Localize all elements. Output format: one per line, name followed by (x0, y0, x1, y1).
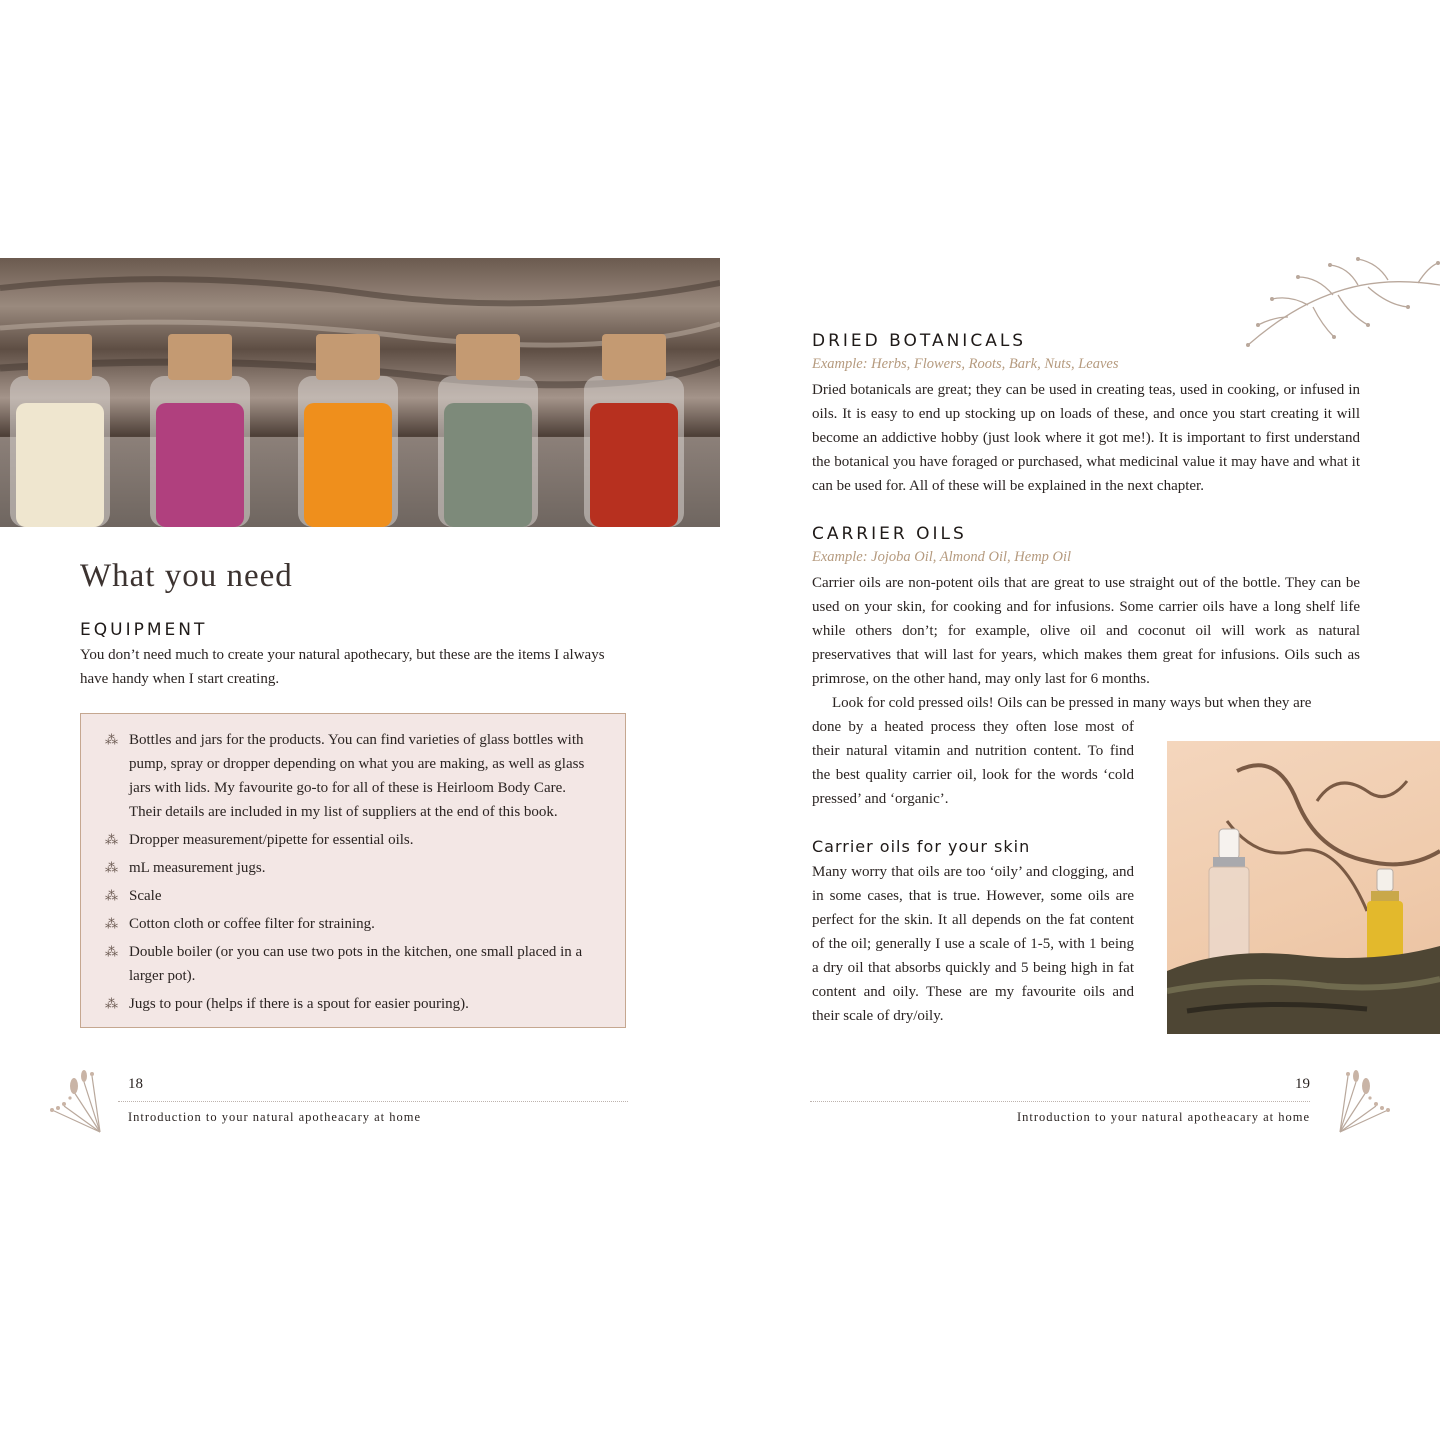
equipment-list (105, 728, 595, 1020)
list-item: ⁂ Bottles and jars for the products. You can find varieties of glass bottles with pump, spray or dropper depending on what you are making, as well as glass jars with lids. My favourite go-to for all of these is Heirloom Body Care. Their details are included in my list of suppliers at the end of this book. (105, 728, 595, 824)
dried-botanicals-example: Example: Herbs, Flowers, Roots, Bark, Nuts, Leaves (812, 356, 1119, 372)
carrier-oils-example: Example: Jojoba Oil, Almond Oil, Hemp Oil (812, 549, 1072, 565)
hero-photo-jars (0, 258, 720, 527)
sprig-bullet-icon: ⁂ (105, 888, 118, 903)
branch-illustration-icon (1238, 255, 1440, 355)
footer-rule-right (810, 1101, 1310, 1102)
page-number-left: 18 (128, 1076, 143, 1092)
list-item: ⁂ Jugs to pour (helps if there is a spout for easier pouring). (105, 992, 595, 1016)
equipment-intro: You don’t need much to create your natural apothecary, but these are the items I always have handy when I start creating. (80, 647, 605, 687)
equipment-list-box (80, 713, 626, 1028)
jar-5 (584, 334, 684, 527)
carrier-oils-body: Carrier oils are non-potent oils that are great to use straight out of the bottle. They can be used on your skin, for cooking and for infusions. Some carrier oils have a long shelf life while others don’t; for example, olive oil and coconut oil will work as natural preservatives that will last for years, which makes them great for infusions. Oils such as primrose, on the other hand, may only last for 6 months. (812, 575, 1360, 687)
list-item: ⁂ Cotton cloth or coffee filter for straining. (105, 912, 595, 936)
sprig-bullet-icon: ⁂ (105, 832, 118, 847)
serum-bottles-photo (1167, 741, 1440, 1034)
carrier-oils-body-2a: Look for cold pressed oils! Oils can be pressed in many ways but when they are (832, 695, 1312, 711)
carrier-oils-body-2b: done by a heated process they often lose most of their natural vitamin and nutrition content. To find the best quality carrier oil, look for the words ‘cold pressed’ and ‘organic’. (812, 719, 1134, 807)
sprig-bullet-icon: ⁂ (105, 732, 118, 747)
list-item: ⁂ mL measurement jugs. (105, 856, 595, 880)
footer-rule-left (118, 1101, 628, 1102)
running-footer-left: Introduction to your natural apotheacary at home (128, 1110, 422, 1124)
list-item: ⁂ Dropper measurement/pipette for essential oils. (105, 828, 595, 852)
herb-bouquet-icon (1330, 1062, 1396, 1134)
jar-4 (438, 334, 538, 527)
carrier-oils-heading: CARRIER OILS (812, 524, 967, 544)
page-title: What you need (80, 558, 293, 594)
dried-botanicals-body: Dried botanicals are great; they can be used in creating teas, used in cooking, or infused in oils. It is easy to end up stocking up on loads of these, and once you start creating it will become an addictive hobby (just look where it got me!). It is important to first understand the botanical you have foraged or purchased, what medicinal value it may have and what it can be used for. All of these will be explained in the next chapter. (812, 382, 1360, 494)
sprig-bullet-icon: ⁂ (105, 860, 118, 875)
page-number-right: 19 (1295, 1076, 1310, 1092)
skin-oils-body: Many worry that oils are too ‘oily’ and clogging, and in some cases, that is true. However, some oils are perfect for the skin. It all depends on the fat content of the oil; generally I use a scale of 1-5, with 1 being a dry oil that absorbs quickly and 5 being high in fat content and oily. These are my favourite oils and their scale of dry/oily. (812, 864, 1134, 1024)
sprig-bullet-icon: ⁂ (105, 944, 118, 959)
jar-3 (298, 334, 398, 527)
skin-oils-heading: Carrier oils for your skin (812, 837, 1031, 856)
sprig-bullet-icon: ⁂ (105, 996, 118, 1011)
list-item: ⁂ Scale (105, 884, 595, 908)
herb-bouquet-icon (44, 1062, 110, 1134)
equipment-heading: EQUIPMENT (80, 620, 208, 640)
list-item: ⁂ Double boiler (or you can use two pots in the kitchen, one small placed in a larger pot). (105, 940, 595, 988)
dried-botanicals-heading: DRIED BOTANICALS (812, 331, 1027, 351)
running-footer-right: Introduction to your natural apotheacary at home (1016, 1110, 1310, 1124)
sprig-bullet-icon: ⁂ (105, 916, 118, 931)
